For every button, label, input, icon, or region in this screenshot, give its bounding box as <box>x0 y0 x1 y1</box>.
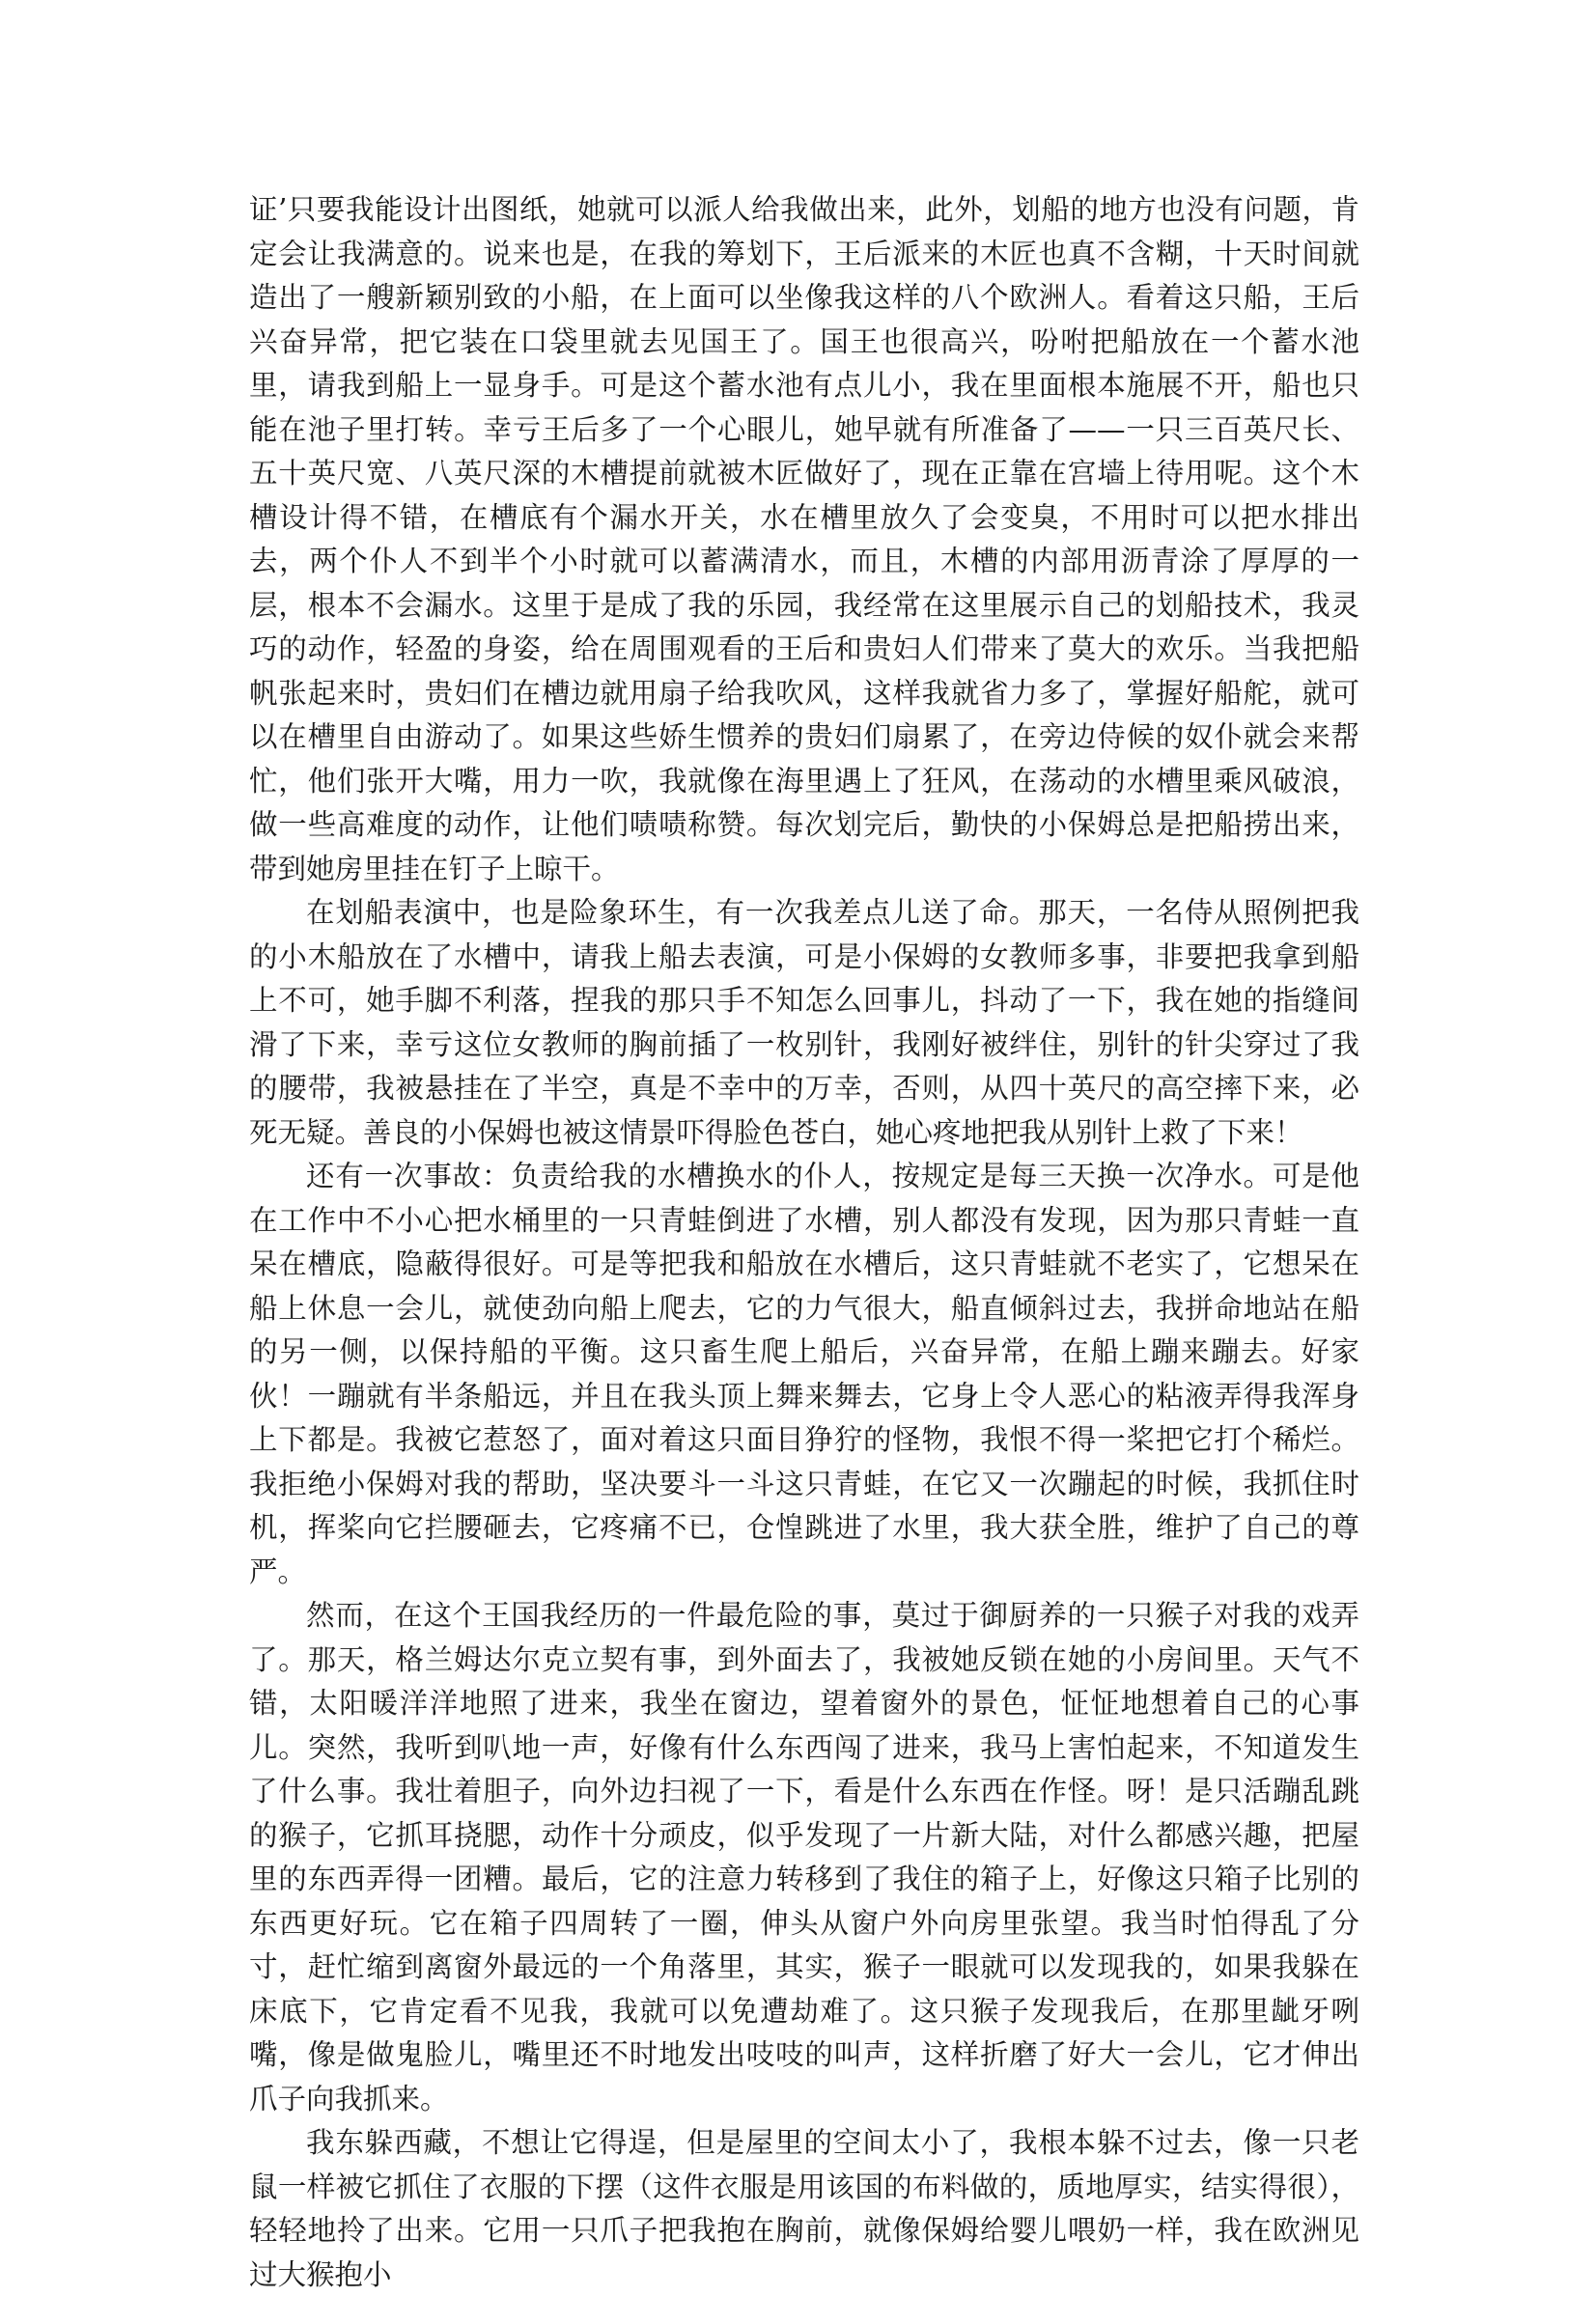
paragraph-1: 证’只要我能设计出图纸，她就可以派人给我做出来，此外，划船的地方也没有问题，肯定会让我满意的。说来也是，在我的筹划下，王后派来的木匠也真不含糊，十天时间就造出了一艘新颖别致的小船，在上面可以坐像我这样的八个欧洲人。看着这只船，王后兴奋异常，把它装在口袋里就去见国王了。国王也很高兴，吩咐把船放在一个蓄水池里，请我到船上一显身手。可是这个蓄水池有点儿小，我在里面根本施展不开，船也只能在池子里打转。幸亏王后多了一个心眼儿，她早就有所准备了——一只三百英尺长、五十英尺宽、八英尺深的木槽提前就被木匠做好了，现在正靠在宫墙上待用呢。这个木槽设计得不错，在槽底有个漏水开关，水在槽里放久了会变臭，不用时可以把水排出去，两个仆人不到半个小时就可以蓄满清水，而且，木槽的内部用沥青涂了厚厚的一层，根本不会漏水。这里于是成了我的乐园，我经常在这里展示自己的划船技术，我灵巧的动作，轻盈的身姿，给在周围观看的王后和贵妇人们带来了莫大的欢乐。当我把船帆张起来时，贵妇们在槽边就用扇子给我吹风，这样我就省力多了，掌握好船舵，就可以在槽里自由游动了。如果这些娇生惯养的贵妇们扇累了，在旁边侍候的奴仆就会来帮忙，他们张开大嘴，用力一吹，我就像在海里遇上了狂风，在荡动的水槽里乘风破浪，做一些高难度的动作，让他们啧啧称赞。每次划完后，勤快的小保姆总是把船捞出来，带到她房里挂在钉子上晾干。 <box>249 193 1359 885</box>
paragraph-2: 在划船表演中，也是险象环生，有一次我差点儿送了命。那天，一名侍从照例把我的小木船放在了水槽中，请我上船去表演，可是小保姆的女教师多事，非要把我拿到船上不可，她手脚不利落，捏我的那只手不知怎么回事儿，抖动了一下，我在她的指缝间滑了下来，幸亏这位女教师的胸前插了一枚别针，我刚好被绊住，别针的针尖穿过了我的腰带，我被悬挂在了半空，真是不幸中的万幸，否则，从四十英尺的高空摔下来，必死无疑。善良的小保姆也被这情景吓得脸色苍白，她心疼地把我从别针上救了下来！ <box>249 896 1359 1149</box>
document-page <box>249 188 1359 2297</box>
paragraph-5: 我东躲西藏，不想让它得逞，但是屋里的空间太小了，我根本躲不过去，像一只老鼠一样被它抓住了衣服的下摆（这件衣服是用该国的布料做的，质地厚实，结实得很），轻轻地拎了出来。它用一只爪子把我抱在胸前，就像保姆给婴儿喂奶一样，我在欧洲见过大猴抱小 <box>249 2126 1359 2291</box>
paragraph-4: 然而，在这个王国我经历的一件最危险的事，莫过于御厨养的一只猴子对我的戏弄了。那天，格兰姆达尔克立契有事，到外面去了，我被她反锁在她的小房间里。天气不错，太阳暖洋洋地照了进来，我坐在窗边，望着窗外的景色，怔怔地想着自己的心事儿。突然，我听到叭地一声，好像有什么东西闯了进来，我马上害怕起来，不知道发生了什么事。我壮着胆子，向外边扫视了一下，看是什么东西在作怪。呀！是只活蹦乱跳的猴子，它抓耳挠腮，动作十分顽皮，似乎发现了一片新大陆，对什么都感兴趣，把屋里的东西弄得一团糟。最后，它的注意力转移到了我住的箱子上，好像这只箱子比别的东西更好玩。它在箱子四周转了一圈，伸头从窗户外向房里张望。我当时怕得乱了分寸，赶忙缩到离窗外最远的一个角落里，其实，猴子一眼就可以发现我的，如果我躲在床底下，它肯定看不见我，我就可以免遭劫难了。这只猴子发现我后，在那里龇牙咧嘴，像是做鬼脸儿，嘴里还不时地发出吱吱的叫声，这样折磨了好大一会儿，它才伸出爪子向我抓来。 <box>249 1599 1359 2115</box>
paragraph-3: 还有一次事故：负责给我的水槽换水的仆人，按规定是每三天换一次净水。可是他在工作中不小心把水桶里的一只青蛙倒进了水槽，别人都没有发现，因为那只青蛙一直呆在槽底，隐蔽得很好。可是等把我和船放在水槽后，这只青蛙就不老实了，它想呆在船上休息一会儿，就使劲向船上爬去，它的力气很大，船直倾斜过去，我拼命地站在船的另一侧，以保持船的平衡。这只畜生爬上船后，兴奋异常，在船上蹦来蹦去。好家伙！一蹦就有半条船远，并且在我头顶上舞来舞去，它身上令人恶心的粘液弄得我浑身上下都是。我被它惹怒了，面对着这只面目狰狞的怪物，我恨不得一桨把它打个稀烂。我拒绝小保姆对我的帮助，坚决要斗一斗这只青蛙，在它又一次蹦起的时候，我抓住时机，挥桨向它拦腰砸去，它疼痛不已，仓惶跳进了水里，我大获全胜，维护了自己的尊严。 <box>249 1160 1359 1588</box>
